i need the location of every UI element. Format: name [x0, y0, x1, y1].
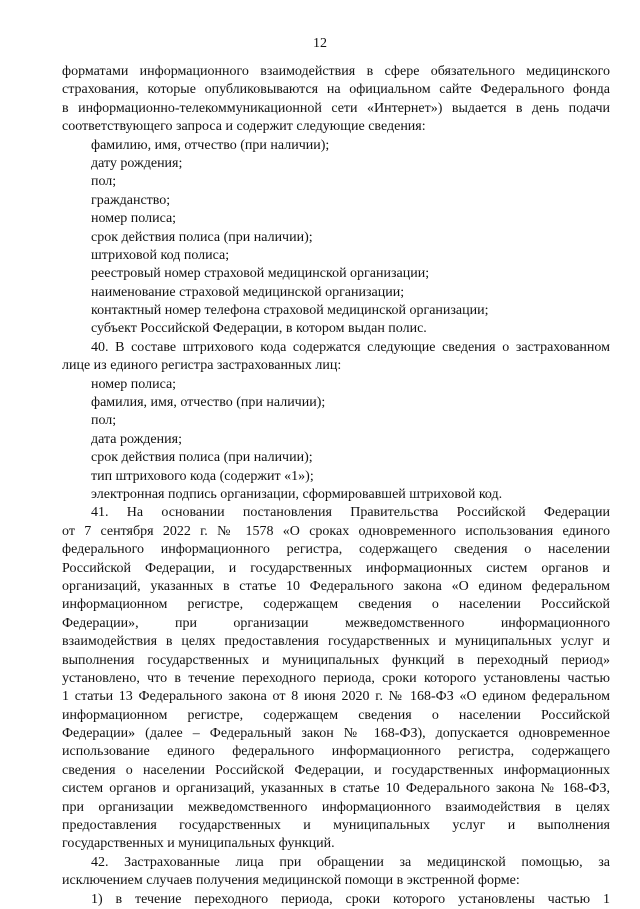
text-line: информационном регистре, содержащем сведения о населении Российской [62, 707, 610, 723]
text-line: информационном регистре, содержащем сведения о населении Российской [62, 597, 610, 613]
text-line: сведения о населении Российской Федерации, и государственных информационных [62, 762, 610, 778]
text-line: пол; [91, 174, 117, 190]
text-line: срок действия полиса (при наличии); [91, 229, 313, 245]
text-line: федерального информационного регистра, содержащего сведения о населении [62, 542, 610, 558]
text-line: Федерации» (далее – Федеральный закон № 168-ФЗ), допускается одновременное [62, 726, 610, 742]
text-line: установлено, что в течение переходного периода, сроки которого установлены частью [62, 670, 610, 686]
text-line: пол; [91, 413, 117, 429]
text-line: реестровый номер страховой медицинской организации; [91, 266, 430, 282]
text-line: субъект Российской Федерации, в котором выдан полис. [91, 321, 427, 337]
text-line: Федерации», при организации межведомственного информационного [62, 615, 610, 631]
text-line: 41. На основании постановления Правительства Российской Федерации [91, 505, 610, 521]
text-line: соответствующего запроса и содержит следующие сведения: [62, 119, 426, 135]
text-line: номер полиса; [91, 211, 177, 227]
text-line: фамилию, имя, отчество (при наличии); [91, 137, 330, 153]
text-line: страхования, которые опубликовываются на официальном сайте Федерального фонда [62, 82, 610, 98]
page-number: 12 [313, 36, 327, 51]
text-line: номер полиса; [91, 376, 177, 392]
text-line: от 7 сентября 2022 г. № 1578 «О сроках одновременного использования единого [62, 523, 610, 539]
text-line: лице из единого регистра застрахованных лиц: [62, 358, 342, 374]
text-line: штриховой код полиса; [91, 247, 230, 263]
text-line: при организации межведомственного информационного взаимодействия в целях [62, 799, 610, 815]
text-line: 40. В составе штрихового кода содержатся следующие сведения о застрахованном [91, 339, 610, 355]
text-line: использование единого федерального информационного регистра, содержащего [62, 744, 610, 760]
text-line: Российской Федерации, и государственных информационных систем органов и [62, 560, 610, 576]
text-line: выполнения государственных и муниципальных функций в переходный период» [62, 652, 610, 668]
text-line: систем органов и организаций, указанных в статье 10 Федерального закона № 168-ФЗ, [62, 781, 610, 797]
text-line: контактный номер телефона страховой медицинской организации; [91, 303, 489, 319]
text-line: гражданство; [91, 192, 171, 208]
text-line: дата рождения; [91, 431, 182, 447]
text-line: предоставления государственных и муниципальных услуг и выполнения [62, 818, 610, 834]
body-text [62, 63, 610, 909]
text-line: 1 статьи 13 Федерального закона от 8 июня 2020 г. № 168-ФЗ «О едином федеральном [62, 689, 610, 705]
text-line: 1) в течение переходного периода, сроки которого установлены частью 1 [91, 891, 610, 907]
text-line: 42. Застрахованные лица при обращении за медицинской помощью, за [91, 854, 610, 870]
text-line: исключением случаев получения медицинской помощи в экстренной форме: [62, 873, 520, 889]
text-line: в информационно-телекоммуникационной сети «Интернет») выдается в день подачи [62, 100, 610, 116]
text-line: государственных и муниципальных функций. [62, 836, 335, 852]
text-line: тип штрихового кода (содержит «1»); [91, 468, 314, 484]
text-line: дату рождения; [91, 155, 183, 171]
text-line: электронная подпись организации, сформировавшей штриховой код. [91, 486, 503, 502]
text-line: форматами информационного взаимодействия в сфере обязательного медицинского [62, 64, 610, 79]
text-line: взаимодействия в целях предоставления государственных и муниципальных услуг и [62, 634, 610, 650]
text-line: срок действия полиса (при наличии); [91, 450, 313, 466]
text-line: наименование страховой медицинской организации; [91, 284, 405, 300]
text-line: фамилия, имя, отчество (при наличии); [91, 395, 326, 411]
text-line: организаций, указанных в статье 10 Федерального закона «О едином федеральном [62, 578, 610, 594]
